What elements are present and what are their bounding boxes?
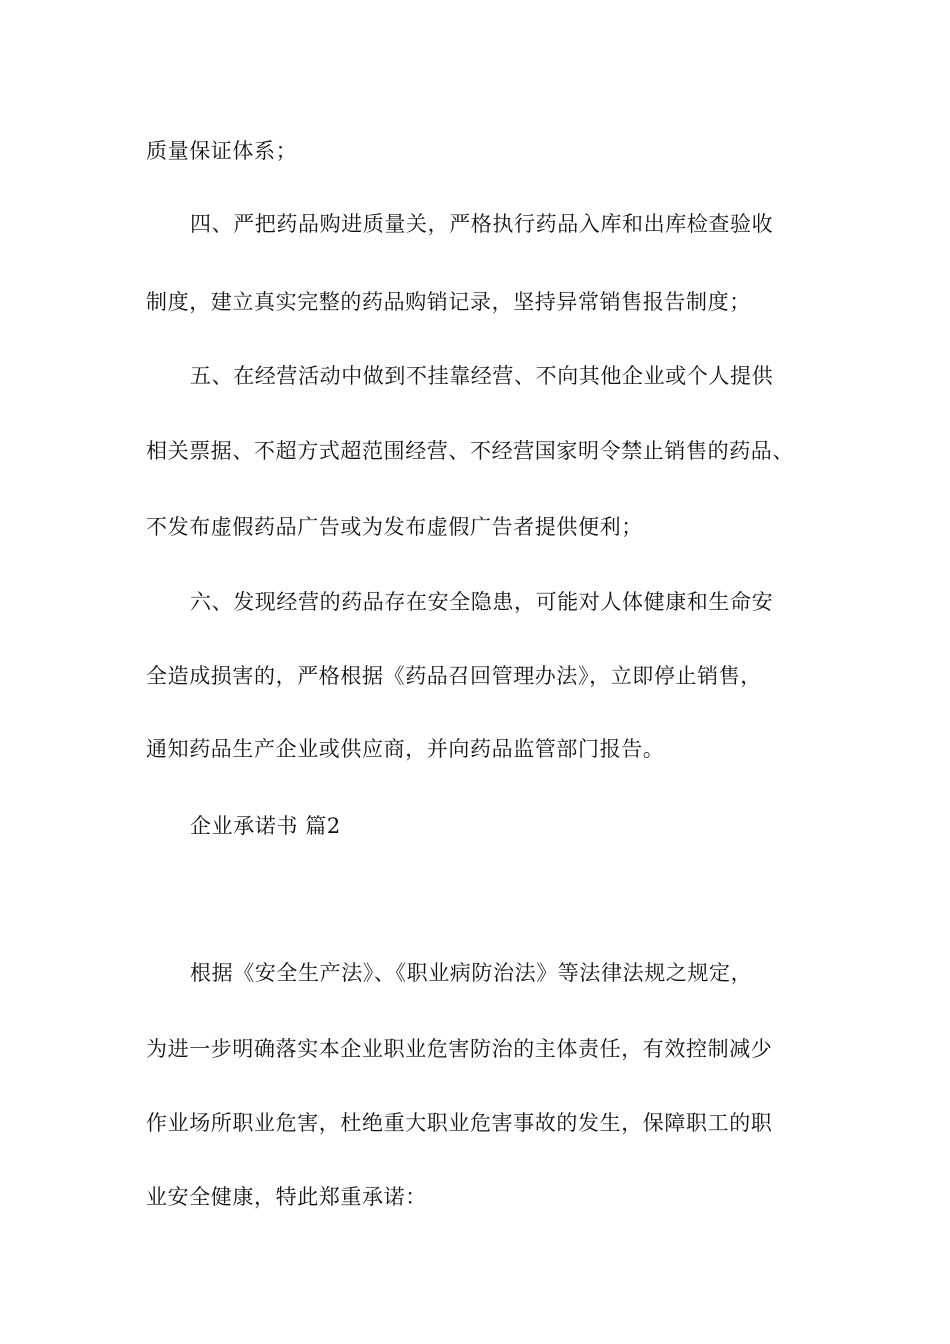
text-line-1: 质量保证体系； <box>146 139 298 163</box>
text-line-10: 根据《安全生产法》、《职业病防治法》等法律法规之规定， <box>190 961 753 985</box>
text-line-3: 制度，建立真实完整的药品购销记录，坚持异常销售报告制度； <box>146 290 751 314</box>
text-line-6: 不发布虚假药品广告或为发布虚假广告者提供便利； <box>146 515 643 539</box>
text-line-2: 四、严把药品购进质量关，严格执行药品入库和出库检查验收 <box>190 212 774 236</box>
text-line-4: 五、在经营活动中做到不挂靠经营、不向其他企业或个人提供 <box>190 364 774 388</box>
text-line-8: 全造成损害的，严格根据《药品召回管理办法》，立即停止销售， <box>146 664 762 688</box>
text-line-13: 业安全健康，特此郑重承诺： <box>146 1185 427 1209</box>
text-line-11: 为进一步明确落实本企业职业危害防治的主体责任，有效控制减少 <box>146 1037 773 1061</box>
text-line-7: 六、发现经营的药品存在安全隐患，可能对人体健康和生命安 <box>190 590 774 614</box>
text-line-5: 相关票据、不超方式超范围经营、不经营国家明令禁止销售的药品、 <box>146 439 794 463</box>
text-line-12: 作业场所职业危害，杜绝重大职业危害事故的发生，保障职工的职 <box>146 1111 773 1135</box>
section-heading: 企业承诺书 篇2 <box>190 814 341 838</box>
text-line-9: 通知药品生产企业或供应商，并向药品监管部门报告。 <box>146 737 665 761</box>
